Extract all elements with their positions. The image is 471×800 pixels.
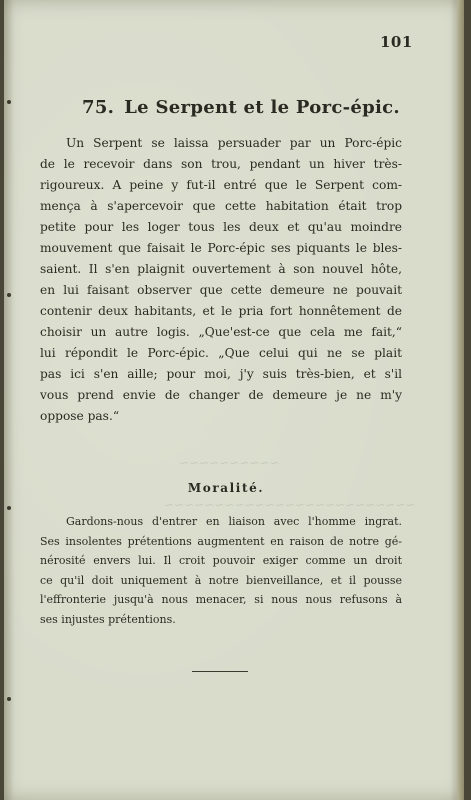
fable-line: vous prend envie de changer de demeure je ne m'y	[40, 388, 402, 402]
binding-stitch	[7, 506, 11, 510]
moral-line: ses injustes prétentions.	[40, 612, 176, 626]
fable-title	[82, 97, 400, 118]
fable-title-text: Le Serpent et le Porc-épic.	[124, 97, 400, 118]
fable-line: lui répondit le Porc-épic. „Que celui qui ne se plait	[40, 346, 402, 360]
moral-line: Ses insolentes prétentions augmentent en raison de notre gé-	[40, 534, 402, 548]
fable-line: mouvement que faisait le Porc-épic ses piquants le bles-	[40, 241, 402, 255]
fable-text	[40, 133, 402, 427]
fable-line: saient. Il s'en plaignit ouvertement à son nouvel hôte,	[40, 262, 402, 276]
page-edge	[457, 0, 464, 800]
moral-line: l'effronterie jusqu'à nous menacer, si nous nous refusons à	[40, 593, 402, 606]
show-through-ink: ~~~~~~~~~~~~~~~~~~~~~~~~~	[164, 498, 416, 512]
moral-heading: Moralité.	[187, 481, 265, 495]
fable-line: Un Serpent se laissa persuader par un Porc-épic	[66, 136, 402, 150]
fable-line: pas ici s'en aille; pour moi, j'y suis très-bien, et s'il	[40, 367, 402, 381]
binding-stitch	[7, 100, 11, 104]
moral-line: nérosité envers lui. Il croit pouvoir exiger comme un droit	[40, 554, 402, 567]
page-number: 101	[380, 33, 413, 51]
binding-stitch	[7, 293, 11, 297]
fable-line: oppose pas.“	[40, 409, 120, 423]
fable-line: de le recevoir dans son trou, pendant un hiver très-	[40, 157, 402, 171]
binding-stitch	[7, 697, 11, 701]
fable-line: en lui faisant observer que cette demeure ne pouvait	[40, 283, 402, 297]
moral-line: ce qu'il doit uniquement à notre bienveillance, et il pousse	[40, 573, 402, 587]
fable-line: petite pour les loger tous les deux et qu'au moindre	[40, 220, 402, 234]
section-divider	[192, 671, 248, 672]
moral-text	[40, 512, 402, 629]
fable-line: contenir deux habitants, et le pria fort honnêtement de	[40, 304, 402, 318]
fable-line: rigoureux. A peine y fut-il entré que le Serpent com-	[40, 178, 402, 192]
show-through-ink: ~~~~~~~~~~	[179, 456, 280, 470]
fable-number: 75.	[82, 97, 115, 118]
moral-line: Gardons-nous d'entrer en liaison avec l'homme ingrat.	[66, 515, 402, 528]
fable-line: mença à s'apercevoir que cette habitation était trop	[40, 199, 402, 213]
book-page	[4, 0, 464, 800]
fable-line: choisir un autre logis. „Que'est-ce que cela me fait,“	[40, 325, 402, 339]
